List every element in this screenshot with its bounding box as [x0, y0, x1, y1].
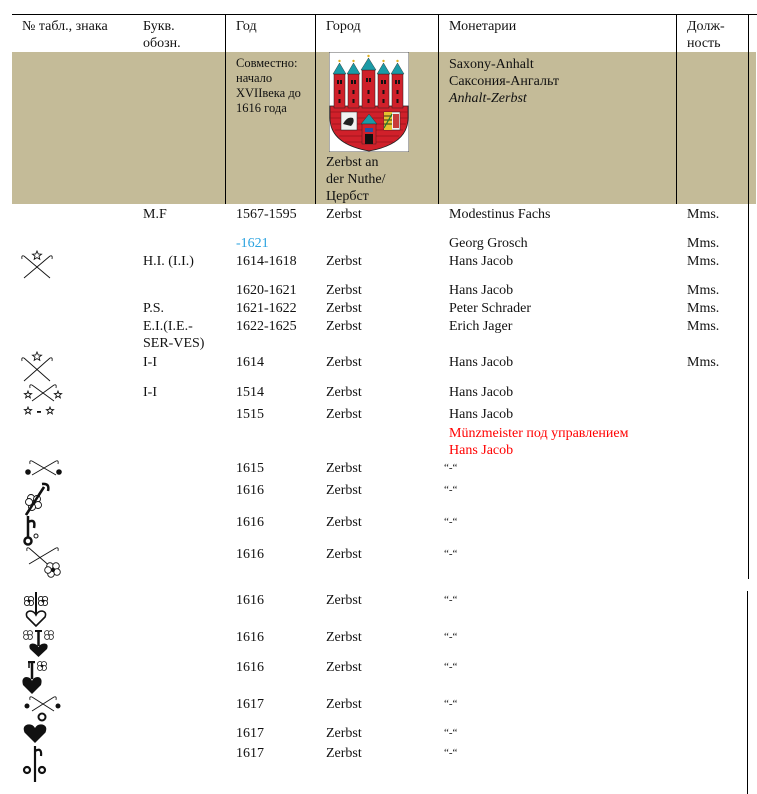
- row-year: 1514: [236, 385, 264, 400]
- row-year: 1515: [236, 407, 264, 422]
- row-master: Georg Grosch: [449, 236, 528, 251]
- row-city: Zerbst: [326, 547, 362, 562]
- row-master: Hans Jacob: [449, 283, 514, 298]
- star-dash-star-icon: [22, 406, 56, 418]
- header-mark-no: № табл., знака: [22, 19, 108, 34]
- header-year: Год: [236, 19, 257, 34]
- row-year: 1616: [236, 630, 264, 645]
- region-city-2: der Nuthe/: [326, 172, 386, 187]
- region-year-note-4: 1616 года: [236, 101, 287, 115]
- header-position: Долж-: [687, 19, 725, 34]
- row-city: Zerbst: [326, 726, 362, 741]
- row-master: Hans Jacob: [449, 254, 514, 269]
- row-master: Hans Jacob: [449, 355, 514, 370]
- roses-anchor-heart-icon: [22, 628, 56, 658]
- anchor-rose-heart-icon: [22, 659, 52, 695]
- header-letters-2: обозн.: [143, 36, 181, 51]
- row-year: 1616: [236, 593, 264, 608]
- row-city: Zerbst: [326, 461, 362, 476]
- row-letters: H.I. (I.I.): [143, 254, 194, 269]
- region-master-3: Anhalt-Zerbst: [449, 91, 527, 106]
- row-master-ditto: “-“: [444, 631, 458, 643]
- crossed-hooks-dots-icon: [24, 457, 64, 479]
- column-divider: [438, 14, 439, 204]
- crossed-hooks-rose-icon: [26, 546, 64, 580]
- row-city: Zerbst: [326, 515, 362, 530]
- crossed-hooks-dots-ring-icon: [22, 693, 62, 723]
- row-city: Zerbst: [326, 593, 362, 608]
- roses-heart-outline-icon: [22, 590, 52, 628]
- crossed-hooks-star-icon: [18, 351, 56, 383]
- row-letters: E.I.(I.E.-: [143, 319, 193, 334]
- hook-two-rings-icon: [22, 744, 50, 784]
- row-city: Zerbst: [326, 697, 362, 712]
- row-year: 1615: [236, 461, 264, 476]
- row-master-ditto: “-“: [444, 594, 458, 606]
- row-letters: P.S.: [143, 301, 165, 316]
- table-right-border: [747, 591, 748, 794]
- row-letters: M.F: [143, 207, 167, 222]
- region-year-note-1: Совместно:: [236, 56, 298, 70]
- row-master-ditto: “-“: [444, 548, 458, 560]
- row-year: 1617: [236, 746, 264, 761]
- row-year: 1617: [236, 697, 264, 712]
- row-city: Zerbst: [326, 254, 362, 269]
- hook-rose-icon: [22, 481, 56, 517]
- row-city: Zerbst: [326, 385, 362, 400]
- row-city: Zerbst: [326, 746, 362, 761]
- row-position: Mms.: [687, 283, 720, 298]
- row-city: Zerbst: [326, 407, 362, 422]
- row-year: 1616: [236, 660, 264, 675]
- row-city: Zerbst: [326, 283, 362, 298]
- row-master-ditto: “-“: [444, 661, 458, 673]
- row-position: Mms.: [687, 207, 720, 222]
- row-city: Zerbst: [326, 301, 362, 316]
- row-master: Hans Jacob: [449, 407, 514, 422]
- hook-ring-icon: [22, 514, 46, 546]
- row-year: 1622-1625: [236, 319, 297, 334]
- row-letters-2: SER-VES): [143, 336, 205, 351]
- row-note: Münzmeister под управлением: [449, 426, 629, 441]
- row-note-2: Hans Jacob: [449, 443, 514, 458]
- row-city: Zerbst: [326, 630, 362, 645]
- row-year: -1621: [236, 236, 269, 251]
- row-year: 1621-1622: [236, 301, 297, 316]
- row-year: 1614: [236, 355, 264, 370]
- row-position: Mms.: [687, 301, 720, 316]
- row-position: Mms.: [687, 355, 720, 370]
- row-year: 1614-1618: [236, 254, 297, 269]
- zerbst-coat-of-arms-icon: [329, 52, 409, 152]
- row-year: 1616: [236, 547, 264, 562]
- row-master-ditto: “-“: [444, 462, 458, 474]
- crossed-hooks-star-icon: [18, 250, 56, 282]
- row-position: Mms.: [687, 236, 720, 251]
- table-right-border: [748, 14, 749, 579]
- row-master-ditto: “-“: [444, 516, 458, 528]
- heart-icon: [22, 722, 48, 744]
- column-divider: [225, 14, 226, 204]
- header-masters: Монетарии: [449, 19, 517, 34]
- crossed-hooks-two-stars-icon: [22, 381, 64, 403]
- row-master: Erich Jager: [449, 319, 513, 334]
- row-master-ditto: “-“: [444, 747, 458, 759]
- row-year: 1616: [236, 483, 264, 498]
- row-master: Modestinus Fachs: [449, 207, 551, 222]
- row-year: 1617: [236, 726, 264, 741]
- region-city-1: Zerbst an: [326, 155, 379, 170]
- row-city: Zerbst: [326, 207, 362, 222]
- region-year-note-2: начало: [236, 71, 273, 85]
- row-master-ditto: “-“: [444, 727, 458, 739]
- row-city: Zerbst: [326, 355, 362, 370]
- row-city: Zerbst: [326, 483, 362, 498]
- header-city: Город: [326, 19, 361, 34]
- row-master: Hans Jacob: [449, 385, 514, 400]
- row-master-ditto: “-“: [444, 698, 458, 710]
- row-year: 1616: [236, 515, 264, 530]
- row-letters: I-I: [143, 385, 157, 400]
- row-city: Zerbst: [326, 660, 362, 675]
- region-master-2: Саксония-Ангальт: [449, 74, 559, 89]
- region-year-note-3: XVIIвека до: [236, 86, 301, 100]
- table-top-border: [12, 14, 757, 15]
- row-year: 1567-1595: [236, 207, 297, 222]
- row-master: Peter Schrader: [449, 301, 532, 316]
- region-city-3: Цербст: [326, 189, 369, 204]
- header-position-2: ность: [687, 36, 721, 51]
- header-letters: Букв.: [143, 19, 175, 34]
- column-divider: [676, 14, 677, 204]
- row-position: Mms.: [687, 254, 720, 269]
- column-divider: [315, 14, 316, 204]
- row-city: Zerbst: [326, 319, 362, 334]
- row-master-ditto: “-“: [444, 484, 458, 496]
- region-master-1: Saxony-Anhalt: [449, 57, 534, 72]
- row-year: 1620-1621: [236, 283, 297, 298]
- row-position: Mms.: [687, 319, 720, 334]
- row-letters: I-I: [143, 355, 157, 370]
